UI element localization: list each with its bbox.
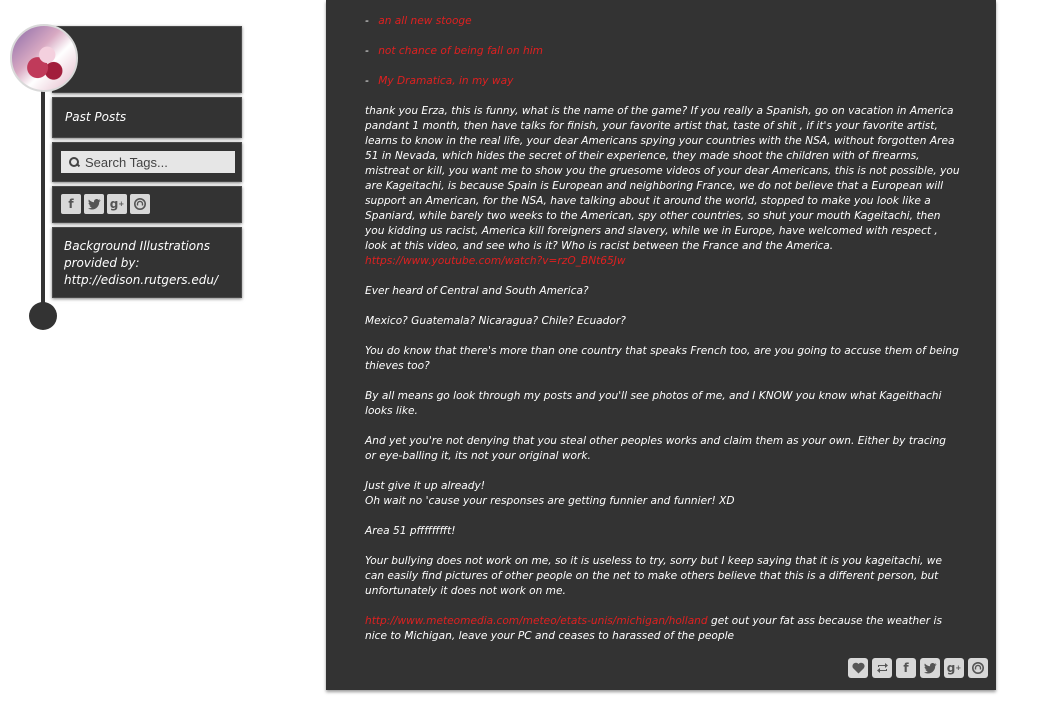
post-paragraph — [365, 614, 960, 644]
facebook-icon[interactable]: f — [896, 658, 916, 678]
stumbleupon-icon[interactable] — [968, 658, 988, 678]
quote-dash: - — [365, 75, 369, 87]
post-paragraph: Your bullying does not work on me, so it is useless to try, sorry but I keep saying that it is you kageitachi, we can easily find pictures of other people on the net to make others believe that this is a different person, but unfortunately it does not work on me. — [365, 555, 942, 597]
post-paragraph: Ever heard of Central and South America? — [365, 285, 589, 297]
paragraph-text: thank you Erza, this is funny, what is the name of the game? If you really a Spanish, go on vacation in America pandant 1 month, then have talks for finish, your favorite artist that, taste of shit , if it's your favorite artist, learns to know in the real life, your dear Americans spying your countries with the NSA, without forgotten Area 51 in Nevada, which hides the secret of their experience, they made shoot the children with of firearms, mistreat or kill, you want me to show you the gruesome videos of your dear Americans, this is not possible, you are Kageitachi, is because Spain is European and neighboring France, we do not believe that a European will support an American, for the NSA, have talking about it around the world, stopped to make you look like a Spaniard, while barely two weeks to the American, spy other countries, so shut your mouth Kageitachi, then you kidding us racist, America kill foreigners and slavery, while we in Europe, have welcomed with respect , look at this video, and see who is it? Who is racist between the France and the America. — [365, 105, 960, 252]
paragraph-text: get out your fat ass because the weather is nice to Michigan, leave your PC and ceases to harassed of the people — [365, 615, 942, 642]
post-paragraph: Area 51 pfffffffft! — [365, 525, 456, 537]
search-icon — [69, 157, 79, 167]
illustration-credit-text: Background Illustrations provided by: http://edison.rutgers.edu/ — [64, 239, 219, 287]
stumbleupon-icon[interactable] — [130, 194, 150, 214]
blog-header-box — [52, 26, 242, 93]
post-paragraph: You do know that there's more than one country that speaks French too, are you going to accuse them of being thieves too? — [365, 345, 959, 372]
past-posts-label: Past Posts — [65, 110, 127, 124]
quote-link[interactable]: not chance of being fall on him — [378, 45, 543, 57]
post-paragraph — [365, 479, 960, 509]
post-paragraph: By all means go look through my posts and you'll see photos of me, and I KNOW you know what Kageithachi looks like. — [365, 390, 942, 417]
youtube-link[interactable]: https://www.youtube.com/watch?v=rzO_BNt65Jw — [365, 255, 626, 267]
timeline-line — [41, 80, 45, 316]
post-body — [365, 14, 960, 659]
facebook-icon[interactable]: f — [61, 194, 81, 214]
heart-icon[interactable] — [848, 658, 868, 678]
post-paragraph — [365, 104, 960, 269]
quote-link[interactable]: an all new stooge — [378, 15, 472, 27]
twitter-icon[interactable] — [920, 658, 940, 678]
post-footer-actions — [848, 658, 988, 678]
paragraph-line: Oh wait no 'cause your responses are getting funnier and funnier! XD — [365, 495, 735, 507]
timeline-end-dot — [29, 302, 57, 330]
illustration-credit-box — [52, 227, 242, 298]
twitter-icon[interactable] — [84, 194, 104, 214]
past-posts-link[interactable] — [52, 97, 242, 138]
post-panel — [326, 0, 996, 690]
reblog-icon[interactable] — [872, 658, 892, 678]
search-input[interactable] — [85, 155, 230, 170]
paragraph-line: Just give it up already! — [365, 480, 486, 492]
quote-line — [365, 44, 960, 59]
post-paragraph: And yet you're not denying that you steal other peoples works and claim them as your own. Either by tracing or eye-balling it, its not your original work. — [365, 435, 947, 462]
quote-link[interactable]: My Dramatica, in my way — [378, 75, 514, 87]
google-plus-icon[interactable]: g + — [107, 194, 127, 214]
social-icons-row — [61, 194, 150, 214]
post-paragraph: Mexico? Guatemala? Nicaragua? Chile? Ecuador? — [365, 315, 626, 327]
quote-dash: - — [365, 45, 369, 57]
quote-dash: - — [365, 15, 369, 27]
search-field[interactable] — [61, 151, 235, 173]
social-box — [52, 186, 242, 223]
avatar[interactable] — [10, 24, 78, 92]
quote-line — [365, 14, 960, 29]
search-box — [52, 142, 242, 182]
quote-line — [365, 74, 960, 89]
google-plus-icon[interactable]: g + — [944, 658, 964, 678]
weather-link[interactable]: http://www.meteomedia.com/meteo/etats-unis/michigan/holland — [365, 615, 708, 627]
